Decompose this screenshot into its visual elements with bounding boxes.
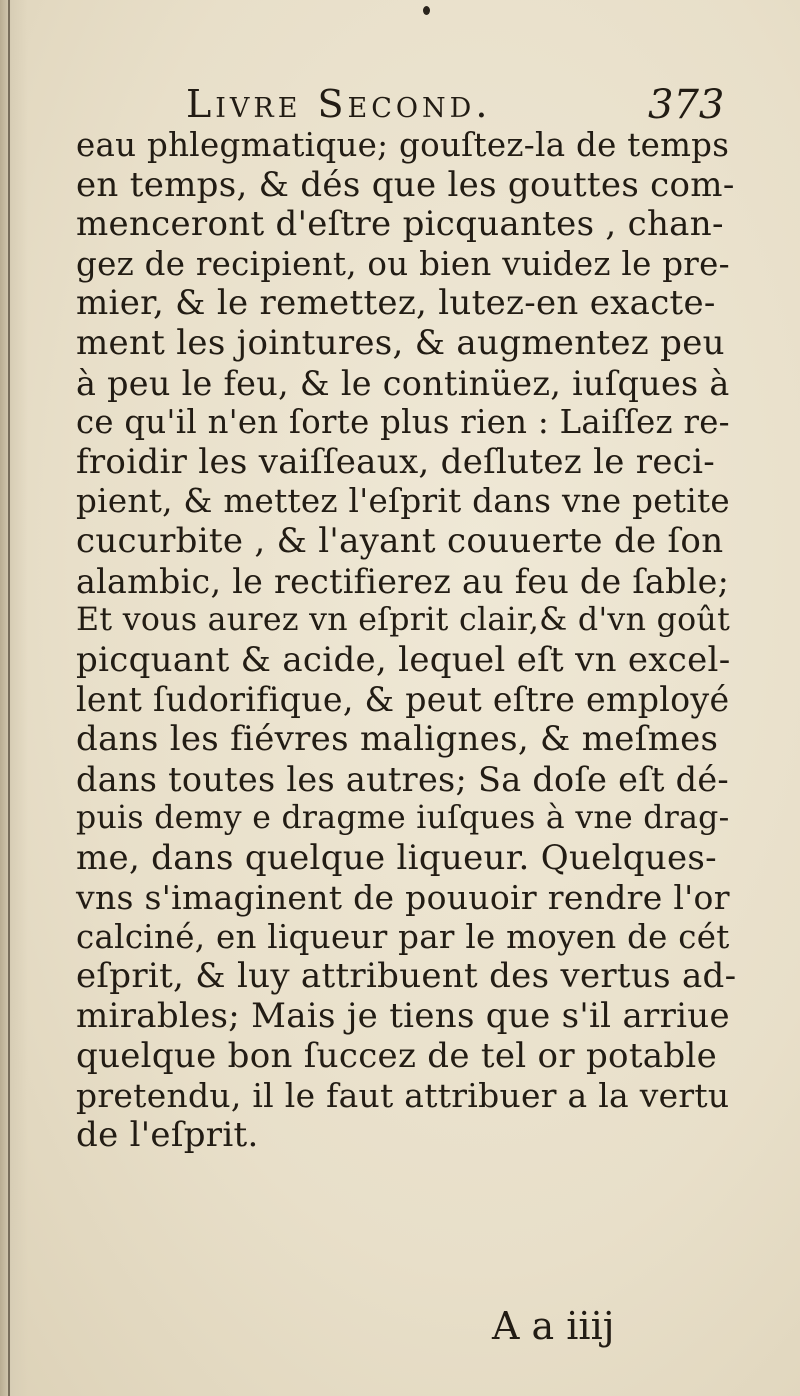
gutter-shadow (0, 0, 28, 1396)
text-line: alambic, le rectifierez au feu de ſable; (76, 561, 730, 601)
text-line: gez de recipient, ou bien vuidez le pre- (76, 244, 730, 283)
text-line: mirables; Mais je tiens que s'il arriue (76, 996, 730, 1037)
text-line: puis demy e dragme iuſques à vne drag- (76, 800, 730, 837)
text-line: de l'eſprit. (76, 1114, 259, 1155)
text-line: dans les fiévres malignes, & meſmes (76, 718, 719, 759)
binding-edge (8, 0, 10, 1396)
text-line: pient, & mettez l'eſprit dans vne petite (76, 482, 730, 521)
text-line: me, dans quelque liqueur. Quelques- (76, 837, 717, 878)
text-line: picquant & acide, lequel eſt vn excel- (76, 639, 731, 680)
text-line: mier, & le remettez, lutez-en exacte- (76, 283, 716, 324)
running-title: Livre Second. (186, 82, 492, 126)
text-line: à peu le feu, & le continüez, iuſques à (76, 363, 730, 403)
text-line: vns s'imaginent de pouuoir rendre l'or (76, 878, 730, 918)
text-line: Et vous aurez vn eſprit clair,& d'vn goût (76, 602, 731, 639)
text-line: en temps, & dés que les gouttes com- (76, 164, 735, 205)
page-number: 373 (648, 82, 725, 128)
text-line: pretendu, il le faut attribuer a la vertu (76, 1076, 730, 1116)
signature-mark: A a iiij (492, 1304, 615, 1348)
text-line: calciné, en liqueur par le moyen de cét (76, 917, 730, 956)
text-line: froidir les vaiſſeaux, deſlutez le reci- (76, 441, 716, 482)
text-line: ce qu'il n'en ſorte plus rien : Laiſſez re- (76, 403, 730, 442)
ink-speck (423, 6, 430, 15)
text-line: eau phlegmatique; gouſtez-la de temps (76, 126, 730, 164)
body-text (76, 126, 736, 1155)
text-line: dans toutes les autres; Sa doſe eſt dé- (76, 759, 730, 799)
text-line: lent ſudorifique, & peut eſtre employé (76, 680, 730, 720)
text-line: cucurbite , & l'ayant couuerte de ſon (76, 520, 724, 561)
text-line: quelque bon ſuccez de tel or potable (76, 1035, 718, 1076)
text-line: eſprit, & luy attribuent des vertus ad- (76, 956, 737, 997)
text-line: menceront d'eſtre picquantes , chan- (76, 204, 724, 245)
text-line: ment les jointures, & augmentez peu (76, 322, 725, 363)
